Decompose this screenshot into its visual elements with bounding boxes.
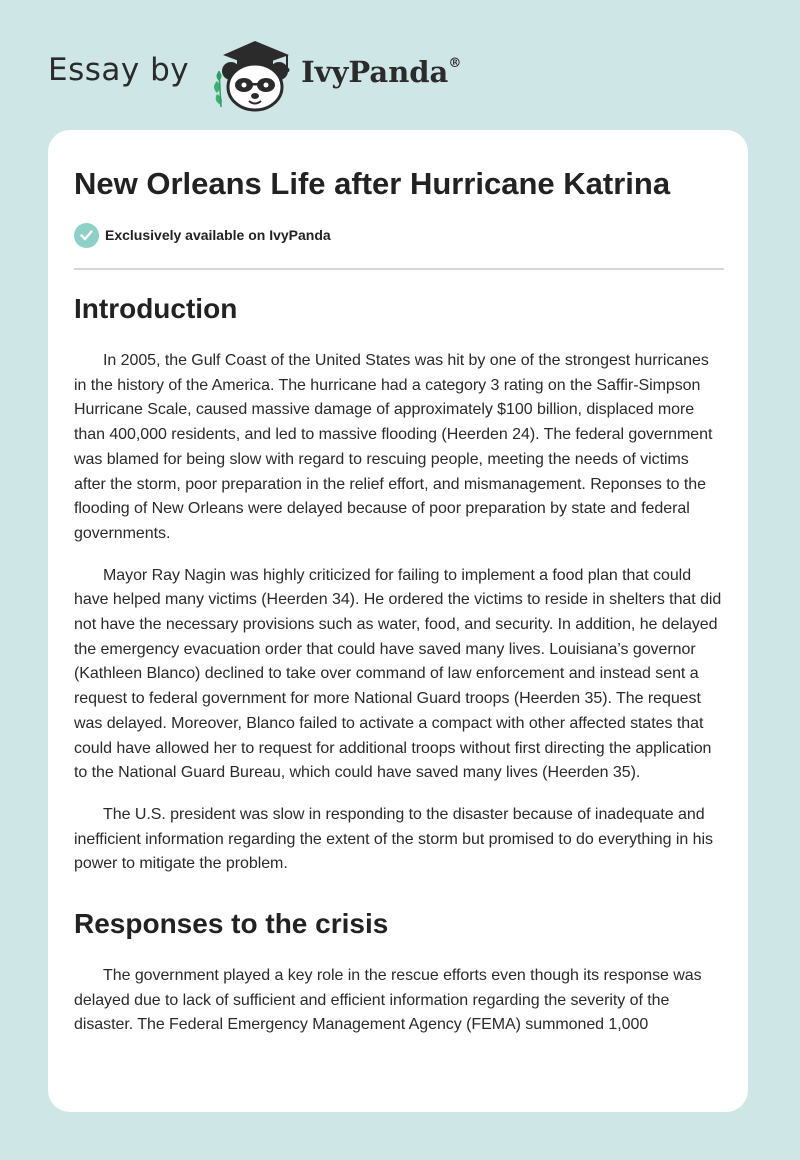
site-header (48, 34, 461, 114)
section-responses (74, 907, 724, 1038)
section-introduction (74, 292, 724, 877)
paragraph: The government played a key role in the rescue efforts even though its response was delayed due to lack of sufficient and efficient information regarding the severity of the disaster. The Federal Emergency Management Agency (FEMA) summoned 1,000 (74, 967, 702, 1034)
essay-card (48, 130, 748, 1112)
brand-name-text: IvyPanda (301, 55, 449, 89)
paragraph: The U.S. president was slow in responding to the disaster because of inadequate and inefficient information regarding the extent of the storm but promised to do everything in his power to mitigate the problem. (74, 805, 713, 873)
page-title: New Orleans Life after Hurricane Katrina (74, 166, 671, 201)
divider (74, 268, 724, 270)
section-heading: Introduction (74, 293, 238, 324)
exclusive-label: Exclusively available on IvyPanda (105, 227, 331, 243)
brand-prefix: Essay by (48, 52, 190, 88)
panda-graduate-icon[interactable] (207, 35, 293, 113)
essay-content (74, 164, 724, 1038)
checkmark-icon (74, 223, 99, 248)
brand-name[interactable] (301, 55, 461, 89)
section-heading: Responses to the crisis (74, 908, 389, 940)
registered-mark: ® (448, 56, 462, 72)
paragraph: Mayor Ray Nagin was highly criticized for failing to implement a food plan that could have helped many victims (Heerden 34). He ordered the victims to reside in shelters that did not have the necessary provisions such as water, food, and security. In addition, he delayed the emergency evacuation order that could have saved many lives. Louisiana’s governor (Kathleen Blanco) declined to take over command of law enforcement and instead sent a request to federal government for more National Guard troops (Heerden 35). The request was delayed. Moreover, Blanco failed to activate a compact with other affected states that could have allowed her to request for additional troops without first directing the application to the National Guard Bureau, which could have saved many lives (Heerden 35). (74, 566, 722, 782)
paragraph: In 2005, the Gulf Coast of the United States was hit by one of the strongest hurricanes in the history of the America. The hurricane had a category 3 rating on the Saffir-Simpson Hurricane Scale, caused massive damage of approximately $100 billion, displaced more than 400,000 residents, and led to massive flooding (Heerden 24). The federal government was blamed for being slow with regard to rescuing people, meeting the needs of victims after the storm, poor preparation in the relief effort, and mismanagement. Reponses to the flooding of New Orleans were delayed because of poor preparation by state and federal governments. (74, 352, 713, 542)
exclusive-badge (74, 222, 724, 248)
